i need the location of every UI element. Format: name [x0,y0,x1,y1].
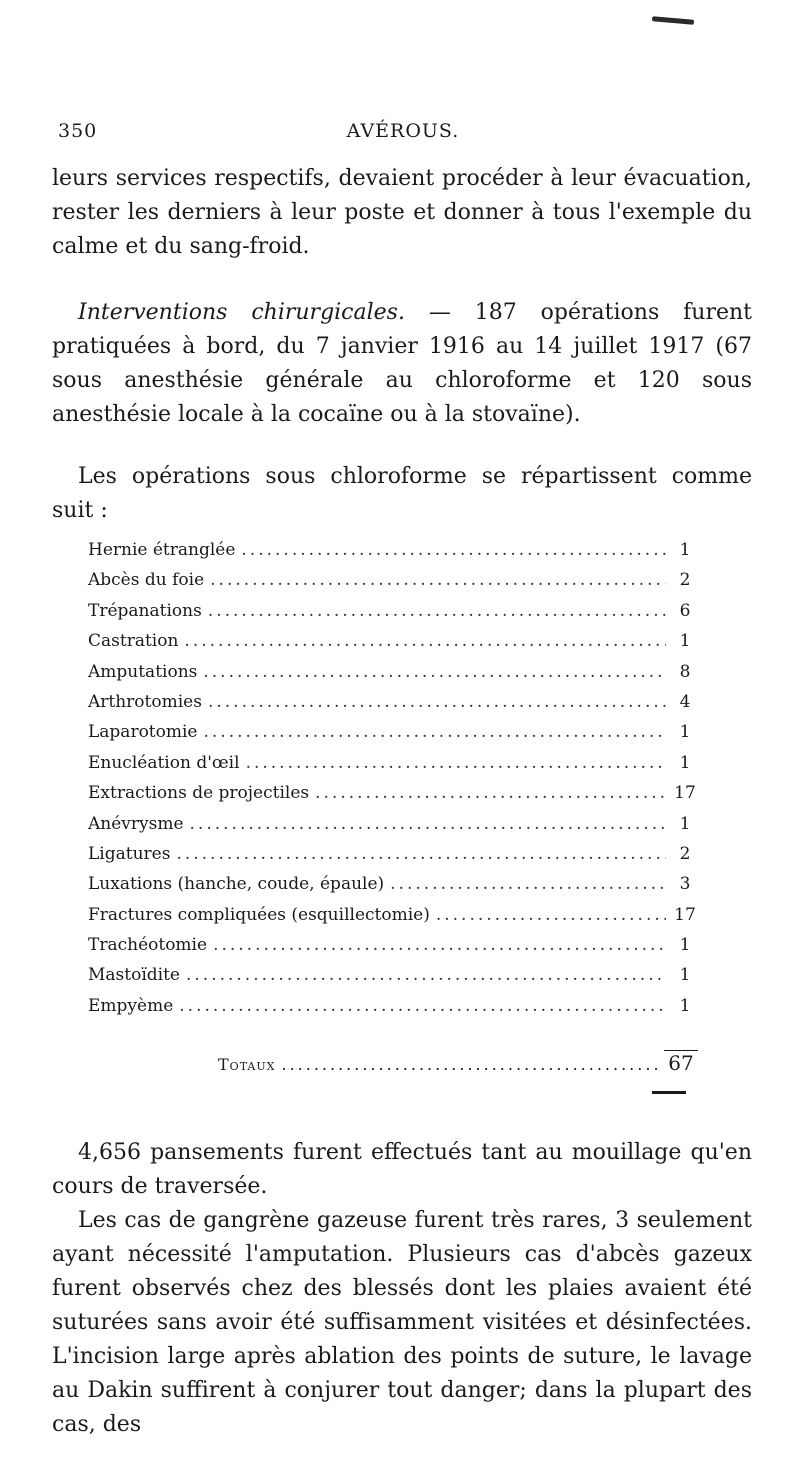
leader-dots [208,692,666,712]
operation-count: 8 [679,661,691,682]
page-number: 350 [58,120,98,142]
operation-label: Trachéotomie [88,935,208,956]
page-header [58,120,748,150]
operation-label: Ligatures [88,843,171,864]
operation-count: 1 [679,631,691,652]
operation-label: Amputations [88,661,198,682]
totals-label: Totaux [218,1055,276,1074]
totals-row [218,1050,698,1075]
operation-label: Luxations (hanche, coude, épaule) [88,874,385,895]
leader-dots [176,844,666,864]
operation-label: Trépanations [88,600,202,621]
operation-count: 3 [679,874,691,895]
leader-dots [179,996,666,1016]
operation-label: Extractions de projectiles [88,783,310,804]
table-row [88,601,698,631]
operation-count: 1 [679,995,691,1016]
paragraph-evacuation: leurs services respectifs, devaient procéder à leur évacuation, rester les derniers à leur poste et donner à tous l'exemple du calme et du sang-froid. [52,166,752,259]
table-row [88,692,698,722]
operation-label: Arthrotomies [88,691,202,712]
leader-dots [246,753,666,773]
operation-count: 1 [679,722,691,743]
operations-table [88,540,698,1026]
operation-label: Hernie étranglée [88,540,236,560]
leader-dots [184,631,666,651]
table-row [88,996,698,1026]
operation-count: 17 [674,904,696,925]
leader-dots [390,874,666,894]
table-row [88,905,698,935]
table-row [88,662,698,692]
totals-underline [652,1091,686,1094]
table-row [88,631,698,661]
leader-dots [190,814,666,834]
table-row [88,874,698,904]
operation-count: 4 [679,691,691,712]
operation-label: Fractures compliquées (esquillectomie) [88,904,430,925]
operation-label: Empyème [88,995,174,1016]
ink-mark [652,16,694,25]
operation-label: Anévrysme [88,813,184,834]
paragraph-repartition: Les opérations sous chloroforme se répartissent comme suit : [52,464,752,523]
paragraph-gangrene: Les cas de gangrène gazeuse furent très rares, 3 seulement ayant nécessité l'amputation. Plusieurs cas d'abcès gazeux furent observés chez des blessés dont les plaies avaient été suturées sans avoir été suffisamment visitées et désinfectées. L'incision large après ablation des points de suture, le lavage au Dakin suffirent à conjurer tout danger; dans la plupart des cas, des [52,1208,752,1437]
paragraph-pansements: 4,656 pansements furent effectués tant au mouillage qu'en cours de traversée. [52,1140,752,1199]
leader-dots [204,722,667,742]
operation-label: Mastoïdite [88,965,180,986]
table-row [88,783,698,813]
leader-dots [436,905,666,925]
leader-dots [210,570,666,590]
operation-label: Castration [88,631,179,652]
table-row [88,844,698,874]
table-row [88,722,698,752]
leader-dots [203,662,666,682]
leader-dots [281,1055,658,1074]
table-row [88,935,698,965]
leader-dots [241,540,666,560]
table-row [88,570,698,600]
leader-dots [186,965,666,985]
table-row [88,965,698,995]
leader-dots [213,935,666,955]
operation-count: 2 [679,570,691,591]
operation-count: 17 [674,783,696,804]
operation-label: Laparotomie [88,722,198,743]
paragraph-interventions-text: — 187 opérations furent pratiquées à bord, du 7 janvier 1916 au 14 juillet 1917 (67 sous anesthésie générale au chloroforme et 120 sous anesthésie locale à la cocaïne ou à la stovaïne). [52,300,752,427]
leader-dots [208,601,666,621]
operation-count: 1 [679,752,691,773]
operation-count: 6 [679,600,691,621]
operation-count: 1 [679,540,691,560]
operation-count: 1 [679,965,691,986]
table-row [88,540,698,570]
operation-count: 1 [679,935,691,956]
operation-count: 1 [679,813,691,834]
section-heading: Interventions chirurgicales. [78,300,405,325]
operation-label: Enucléation d'œil [88,752,240,773]
operation-label: Abcès du foie [88,570,205,591]
operation-count: 2 [679,843,691,864]
table-row [88,753,698,783]
paragraph-interventions [52,296,752,432]
table-row [88,814,698,844]
running-title: AVÉROUS. [346,120,460,142]
leader-dots [315,783,666,803]
totals-value: 67 [664,1050,698,1075]
